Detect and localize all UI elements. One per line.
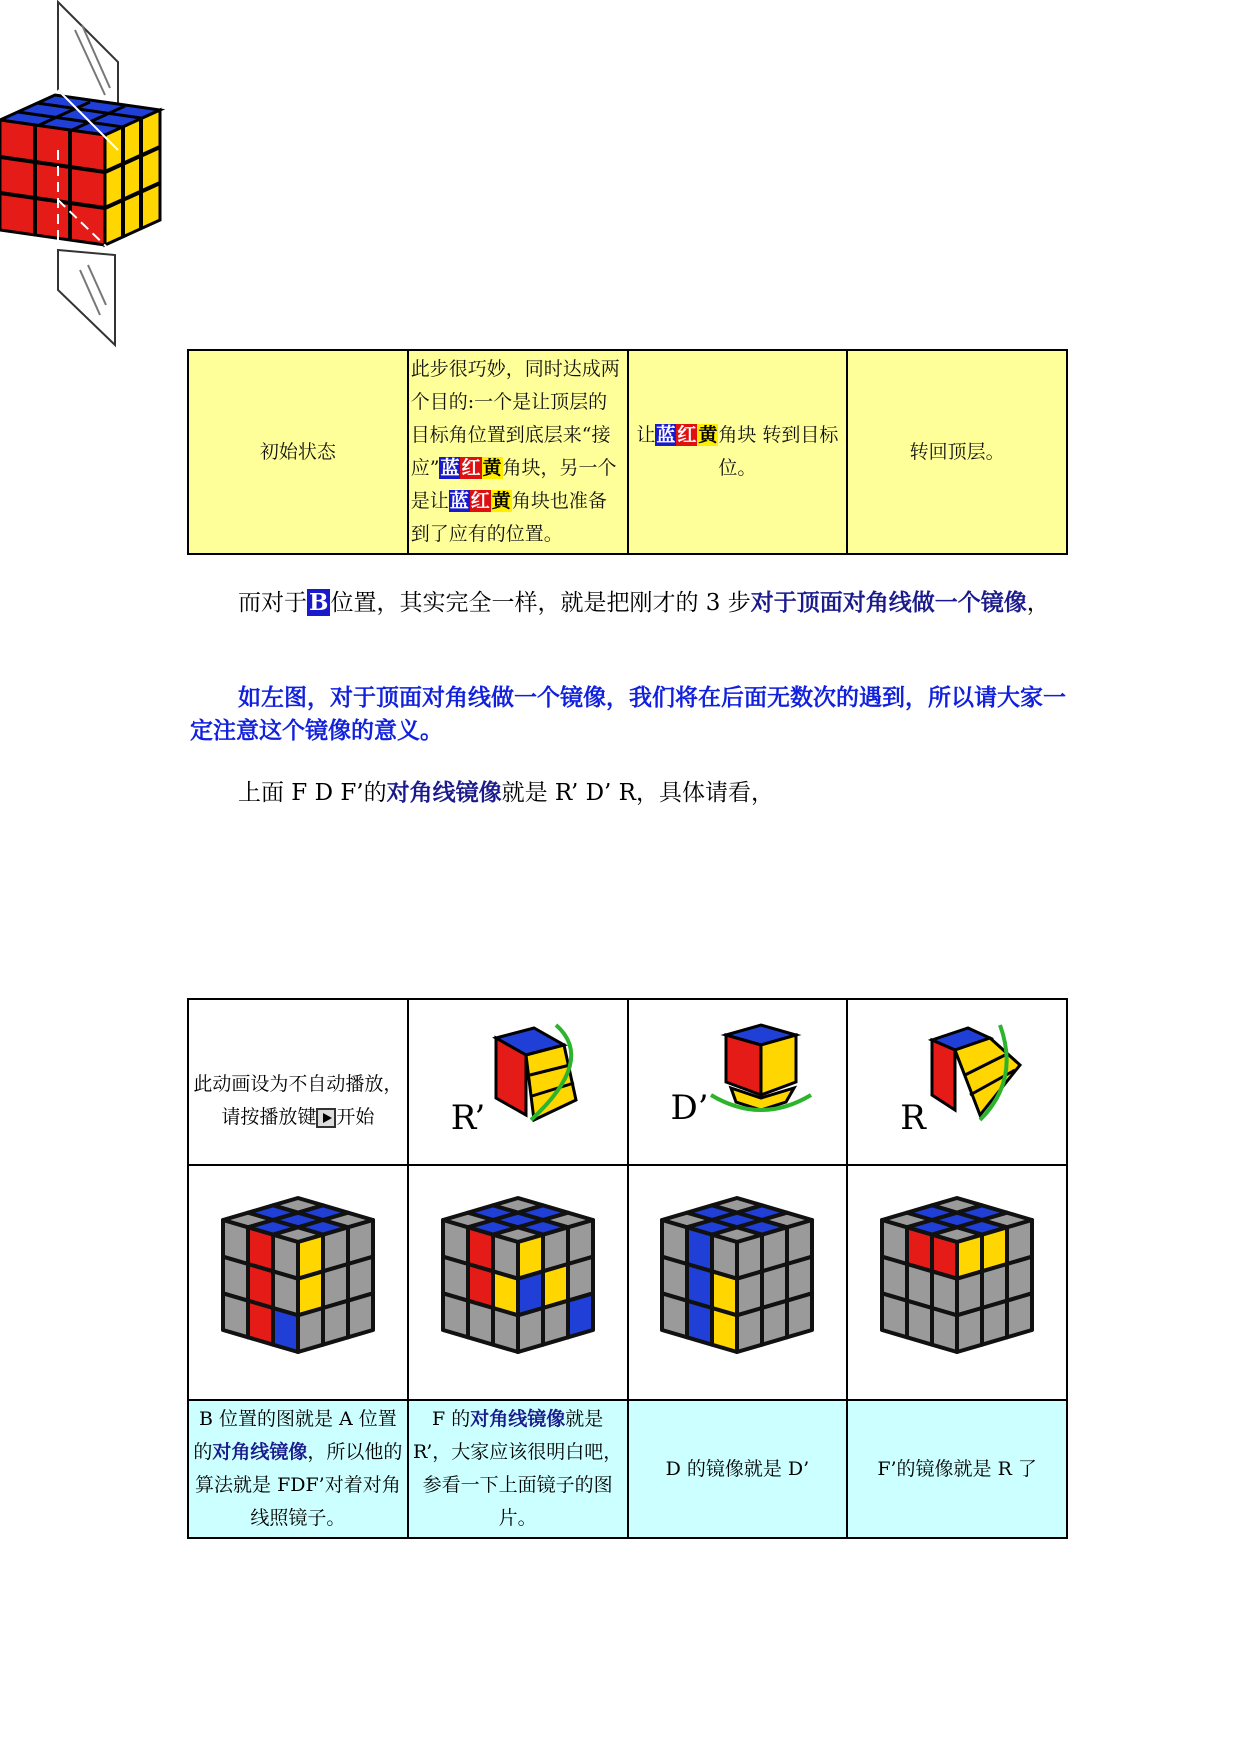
cube-sticker [907, 1300, 932, 1344]
cube-sticker [323, 1300, 348, 1344]
cube-sticker [223, 1293, 248, 1337]
move-label: R’ [450, 1098, 486, 1138]
color-yellow-tag: 黄 [698, 424, 718, 446]
color-yellow-tag: 黄 [491, 490, 511, 512]
cube-sticker [662, 1293, 687, 1337]
cell-move-d-prime [628, 999, 848, 1165]
cube-sticker [712, 1308, 737, 1352]
steps-table-top [187, 349, 1068, 555]
color-blue-tag: 蓝 [440, 457, 460, 479]
caption-4: F’的镜像就是 R 了 [847, 1400, 1067, 1538]
cube-sticker [298, 1308, 323, 1352]
cube-sticker [737, 1308, 762, 1352]
cube-sticker [493, 1308, 518, 1352]
move-label: R [900, 1098, 926, 1138]
cube-sticker [982, 1300, 1007, 1344]
paragraph-b-position: 而对于B位置，其实完全一样，就是把刚才的 3 步对于顶面对角线做一个镜像， [238, 589, 1050, 616]
cube-sticker [518, 1308, 543, 1352]
cube-twist-icon [706, 1020, 816, 1120]
color-red-tag: 红 [677, 424, 697, 446]
move-label: D’ [670, 1088, 709, 1128]
cube-sticker [932, 1308, 957, 1352]
cube-twist-icon [486, 1020, 586, 1130]
cube-state-1 [188, 1165, 408, 1400]
cell-return-top: 转回顶层。 [847, 350, 1067, 554]
cell-initial-state: 初始状态 [188, 350, 408, 554]
cube-image [213, 1190, 383, 1365]
paragraph-mirror-note: 如左图，对于顶面对角线做一个镜像，我们将在后面无数次的遇到，所以请大家一定注意这个镜像的意义。 [190, 684, 1066, 744]
color-blue-tag: 蓝 [656, 424, 676, 446]
cube-state-3 [628, 1165, 848, 1400]
cube-sticker [787, 1293, 812, 1337]
cube-image [872, 1190, 1042, 1365]
cube-state-4 [847, 1165, 1067, 1400]
cube-twist-icon [920, 1020, 1030, 1130]
color-red-tag: 红 [461, 457, 481, 479]
cube-sticker [568, 1293, 593, 1337]
cube-image [652, 1190, 822, 1365]
cube-sticker [348, 1293, 373, 1337]
cube-sticker [543, 1300, 568, 1344]
cube-sticker [687, 1300, 712, 1344]
cube-image [433, 1190, 603, 1365]
cell-rotate-target: 让蓝 红 黄角块 转到目标位。 [628, 350, 848, 554]
cube-sticker [1007, 1293, 1032, 1337]
caption-3: D 的镜像就是 D’ [628, 1400, 848, 1538]
cube-sticker [468, 1300, 493, 1344]
paragraph-algorithm: 上面 F D F’的对角线镜像就是 R’ D’ R，具体请看， [238, 779, 774, 806]
cube-sticker [957, 1308, 982, 1352]
cube-sticker [882, 1293, 907, 1337]
cube-sticker [443, 1293, 468, 1337]
mirror-cube-illustration [0, 0, 170, 350]
cell-move-r [847, 999, 1067, 1165]
cell-animation-intro: 此动画设为不自动播放，请按播放键 开始 [188, 999, 408, 1165]
play-button-icon[interactable] [316, 1108, 336, 1128]
cube-sticker [273, 1308, 298, 1352]
caption-1: B 位置的图就是 A 位置的对角线镜像，所以他的算法就是 FDF’对着对角线照镜子。 [188, 1400, 408, 1538]
cube-sticker [762, 1300, 787, 1344]
color-yellow-tag: 黄 [482, 457, 502, 479]
cube-sticker [248, 1300, 273, 1344]
mirror-steps-table [187, 998, 1068, 1539]
caption-2: F 的对角线镜像就是 R’，大家应该很明白吧，参看一下上面镜子的图片。 [408, 1400, 628, 1538]
cell-step-explanation: 此步很巧妙，同时达成两个目的:一个是让顶层的目标角位置到底层来“接应”蓝 红 黄角块，另一个是让蓝 红 黄角块也准备到了应有的位置。 [408, 350, 628, 554]
color-blue-tag: 蓝 [449, 490, 469, 512]
cell-move-r-prime [408, 999, 628, 1165]
color-red-tag: 红 [470, 490, 490, 512]
b-position-tag: B [309, 589, 329, 616]
cube-state-2 [408, 1165, 628, 1400]
